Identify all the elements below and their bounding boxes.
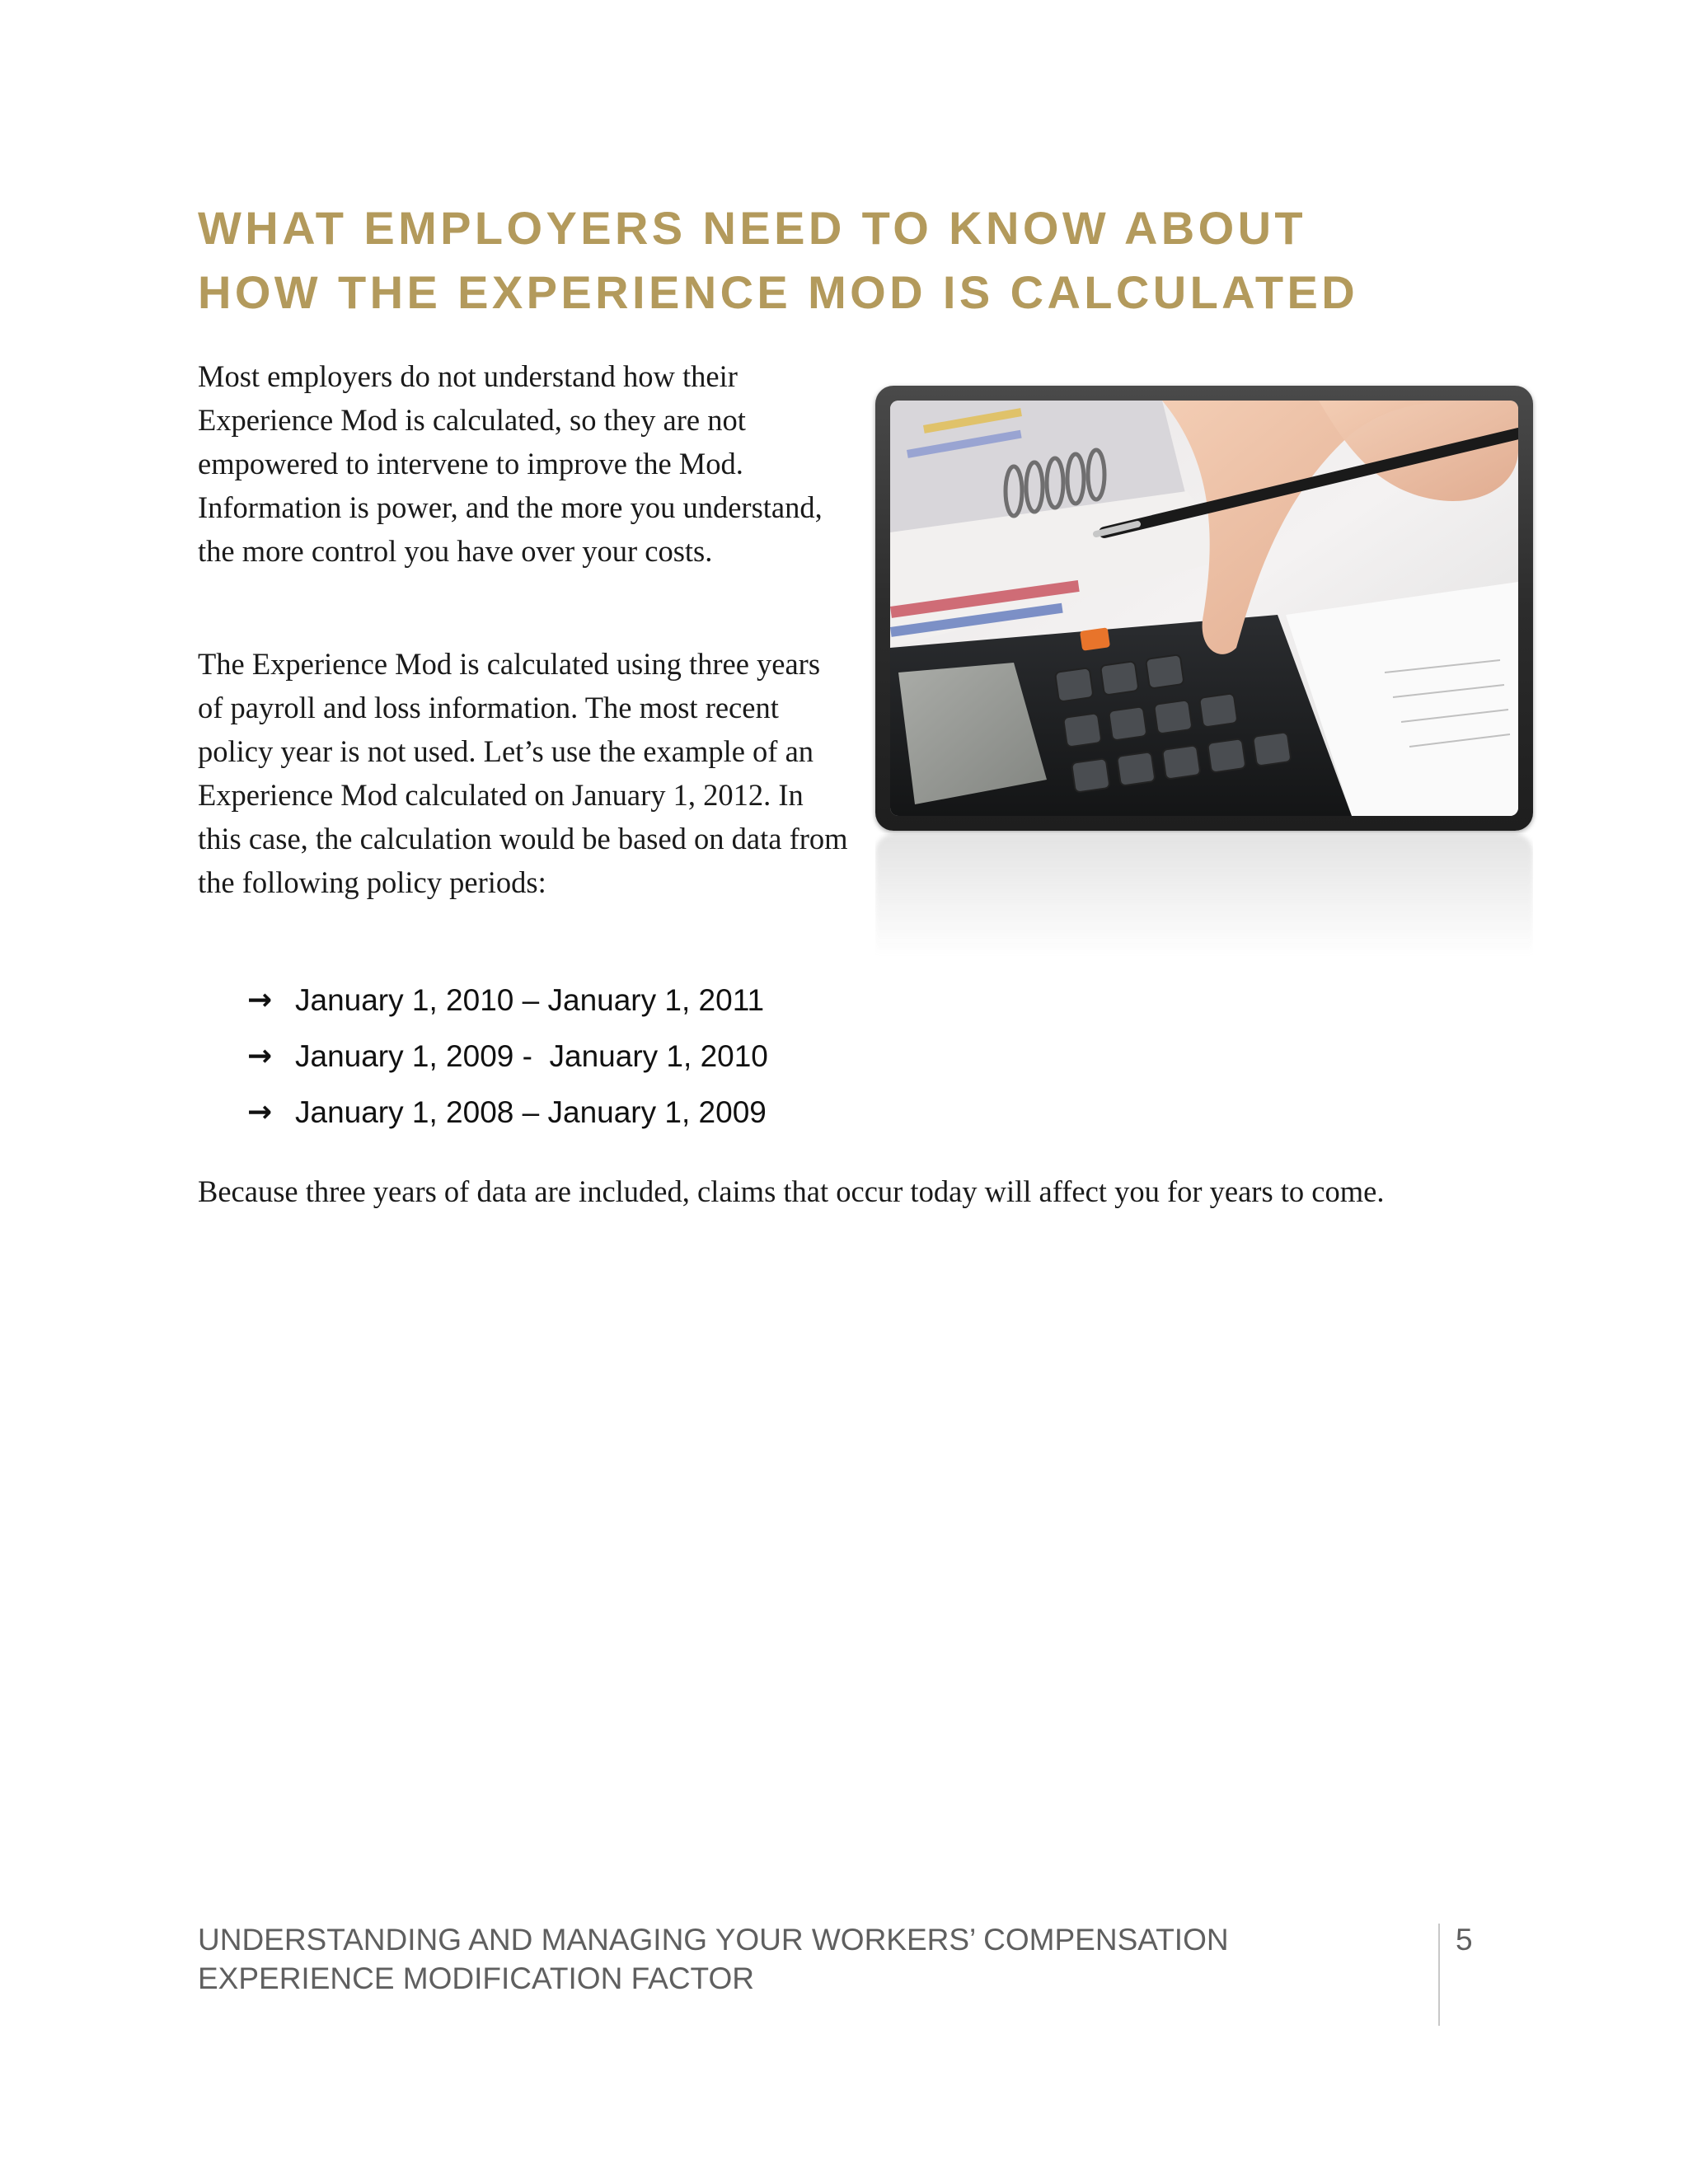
footer-title-line-1: UNDERSTANDING AND MANAGING YOUR WORKERS’ COMPENSATION (198, 1923, 1229, 1957)
calculation-paragraph: The Experience Mod is calculated using three years of payroll and loss information. The most recent policy year is not used. Let’s use the example of an Experience Mod calculated on January 1, 2012. In this case, the calculation would be based on data from the following policy periods: (198, 647, 848, 899)
closing-paragraph: Because three years of data are included, claims that occur today will affect you for years to come. (198, 1174, 1385, 1208)
calculator-photo (875, 386, 1533, 831)
list-item (247, 1029, 768, 1085)
right-arrow-icon: → (247, 1039, 273, 1073)
intro-paragraph: Most employers do not understand how their Experience Mod is calculated, so they are not empowered to intervene to improve the Mod. Information is power, and the more you understand, the more control you have over your costs. (198, 359, 823, 568)
policy-period-text: January 1, 2008 – January 1, 2009 (295, 1095, 767, 1129)
footer-title-line-2: EXPERIENCE MODIFICATION FACTOR (198, 1961, 754, 1995)
heading-line-1: WHAT EMPLOYERS NEED TO KNOW ABOUT (198, 202, 1307, 254)
right-arrow-icon: → (247, 1095, 273, 1129)
photo-reflection (875, 834, 1533, 958)
list-item (247, 1085, 768, 1141)
footer-title (198, 1920, 1418, 1998)
policy-periods-list (247, 972, 768, 1141)
heading-line-2: HOW THE EXPERIENCE MOD IS CALCULATED (198, 266, 1359, 318)
page-heading (198, 196, 1533, 325)
right-arrow-icon: → (247, 983, 273, 1017)
policy-period-text: January 1, 2010 – January 1, 2011 (295, 983, 765, 1017)
photo-image (890, 401, 1518, 816)
list-item (247, 972, 768, 1029)
page-number: 5 (1456, 1923, 1473, 1957)
footer-divider (1438, 1924, 1440, 2026)
policy-period-text: January 1, 2009 - January 1, 2010 (295, 1039, 768, 1073)
reflection-mirror (875, 834, 1533, 958)
